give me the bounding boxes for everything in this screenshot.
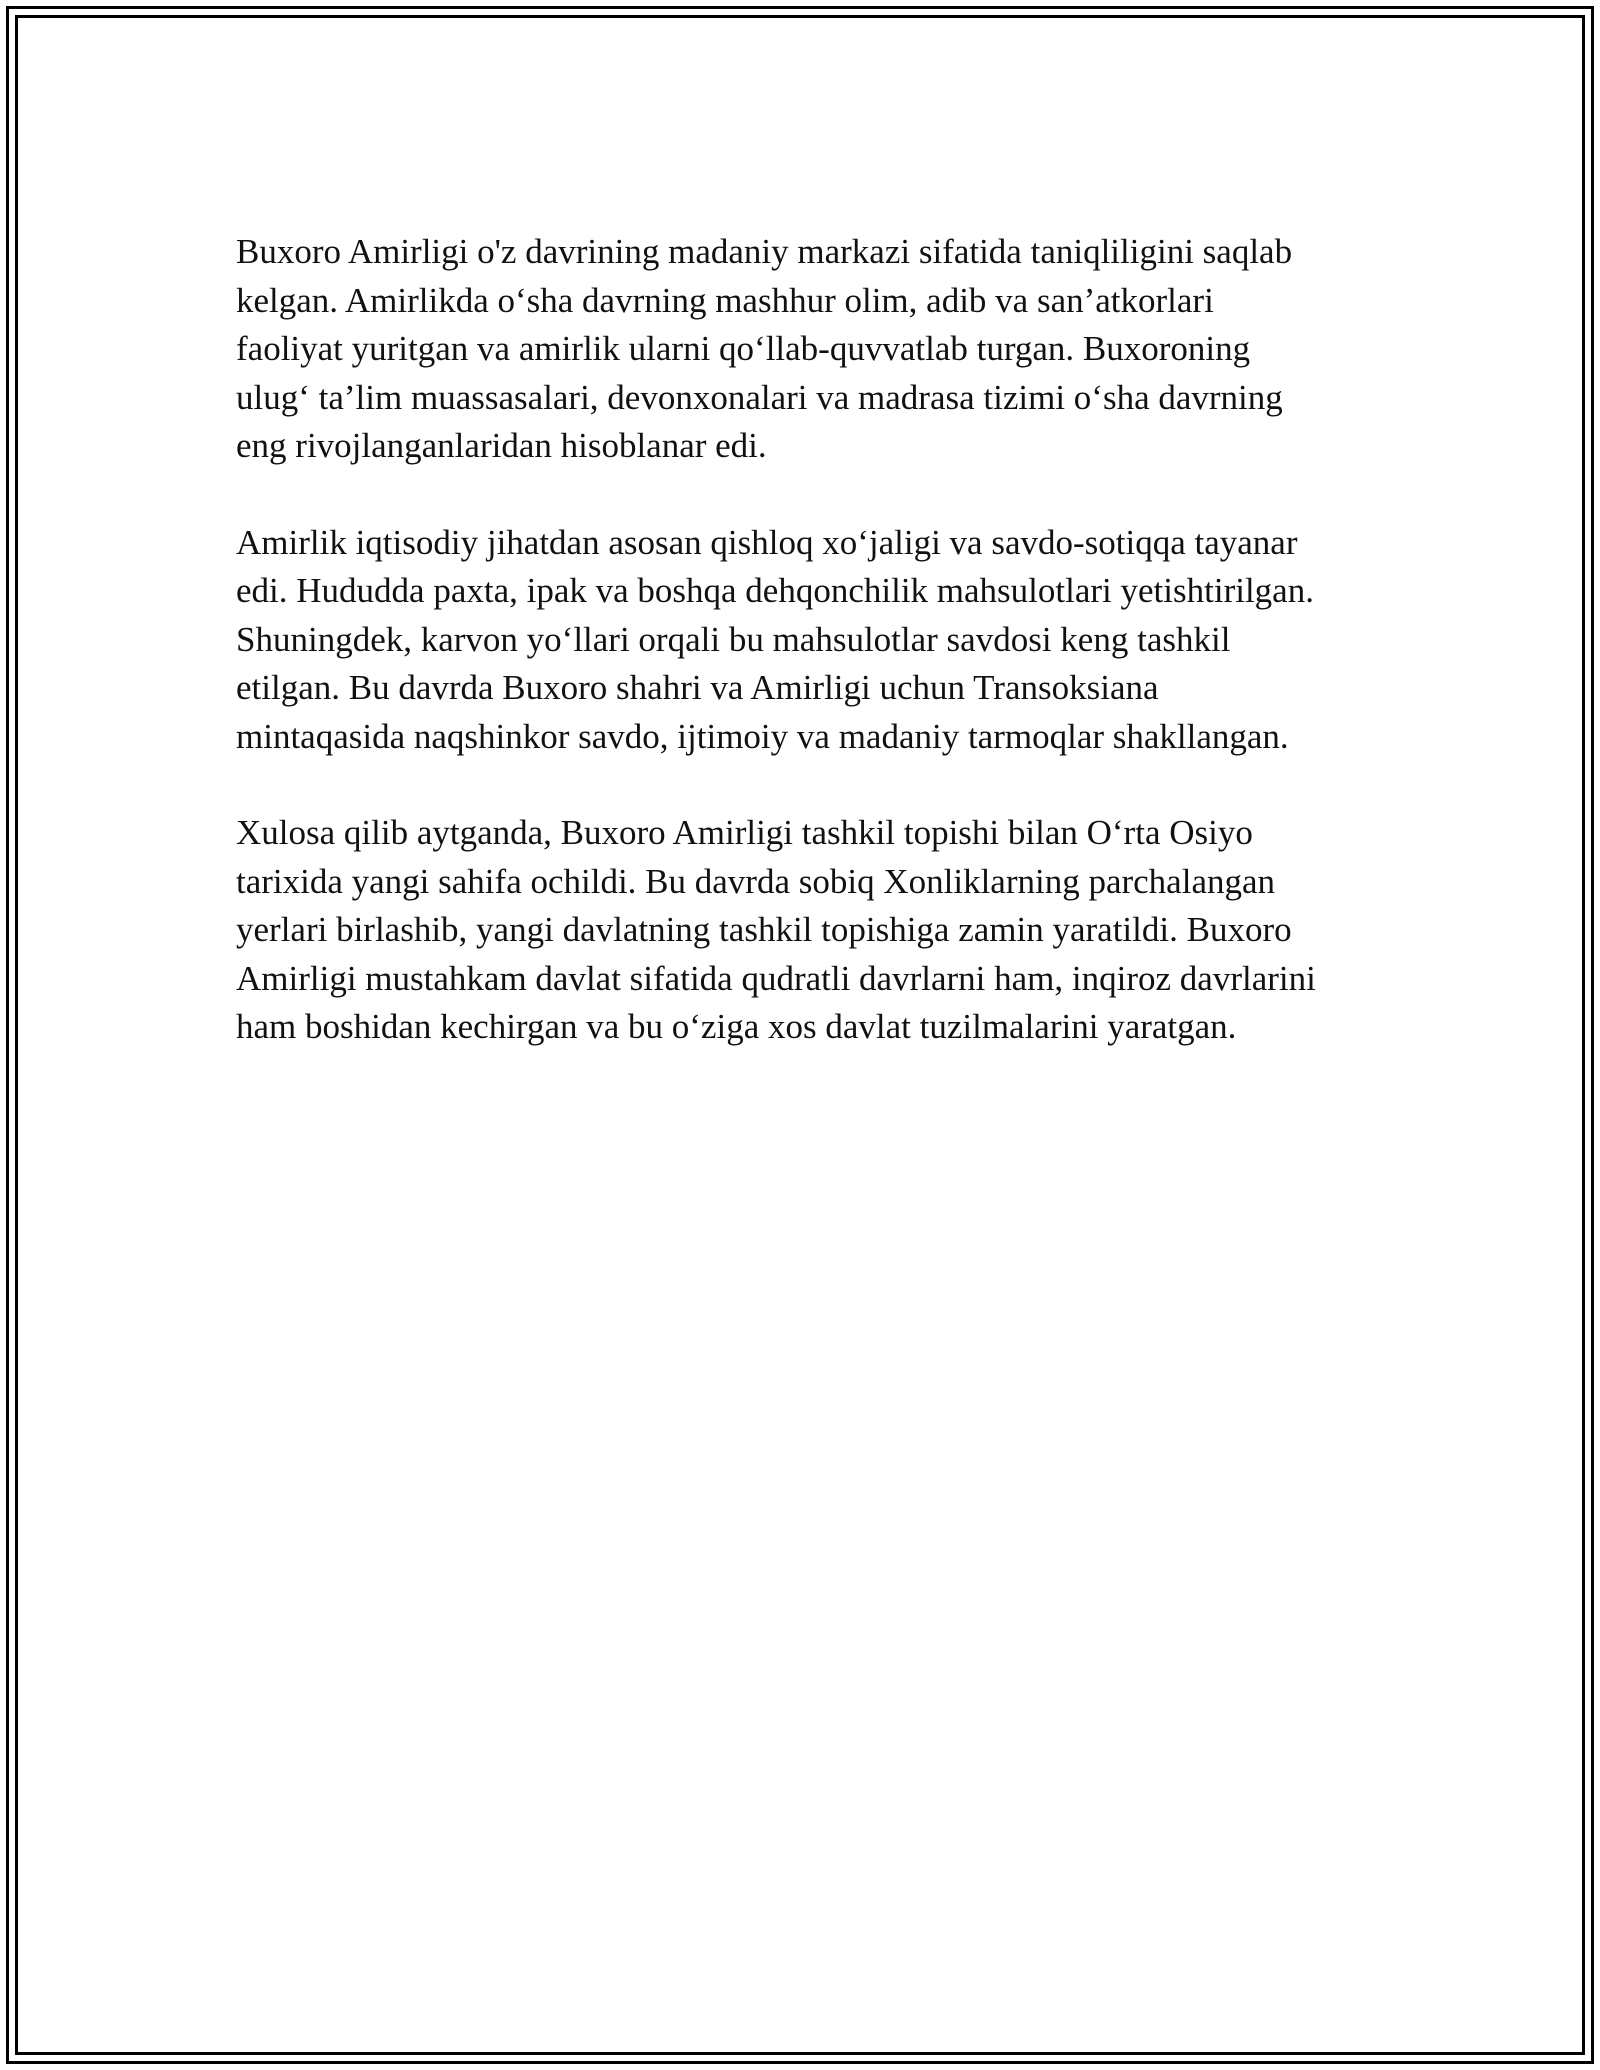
paragraph-2	[236, 519, 1386, 762]
text-line: Shuningdek, karvon yo‘llari orqali bu mahsulotlar savdosi keng tashkil	[236, 619, 1231, 659]
text-line: tarixida yangi sahifa ochildi. Bu davrda sobiq Xonliklarning parchalangan	[236, 861, 1276, 901]
text-line: Amirligi mustahkam davlat sifatida qudratli davrlarni ham, inqiroz davrlarini	[236, 958, 1316, 998]
document-body	[236, 228, 1386, 1100]
text-line: ulug‘ ta’lim muassasalari, devonxonalari va madrasa tizimi o‘sha davrning	[236, 377, 1283, 417]
text-line: Amirlik iqtisodiy jihatdan asosan qishloq xo‘jaligi va savdo-sotiqqa tayanar	[236, 522, 1298, 562]
text-line: ham boshidan kechirgan va bu o‘ziga xos davlat tuzilmalarini yaratgan.	[236, 1007, 1237, 1046]
text-line: mintaqasida naqshinkor savdo, ijtimoiy va madaniy tarmoqlar shakllangan.	[236, 716, 1289, 756]
text-line: eng rivojlanganlaridan hisoblanar edi.	[236, 426, 767, 465]
text-line: faoliyat yuritgan va amirlik ularni qo‘llab-quvvatlab turgan. Buxoroning	[236, 329, 1251, 368]
text-line: yerlari birlashib, yangi davlatning tashkil topishiga zamin yaratildi. Buxoro	[236, 910, 1292, 949]
text-line: etilgan. Bu davrda Buxoro shahri va Amirligi uchun Transoksiana	[236, 668, 1159, 707]
text-line: kelgan. Amirlikda o‘sha davrning mashhur olim, adib va san’atkorlari	[236, 280, 1214, 320]
text-line: Buxoro Amirligi o'z davrining madaniy markazi sifatida taniqliligini saqlab	[236, 232, 1293, 271]
text-line: Xulosa qilib aytganda, Buxoro Amirligi tashkil topishi bilan O‘rta Osiyo	[236, 813, 1253, 852]
paragraph-1	[236, 228, 1386, 471]
text-line: edi. Hududda paxta, ipak va boshqa dehqonchilik mahsulotlari yetishtirilgan.	[236, 571, 1314, 610]
paragraph-3	[236, 809, 1386, 1052]
